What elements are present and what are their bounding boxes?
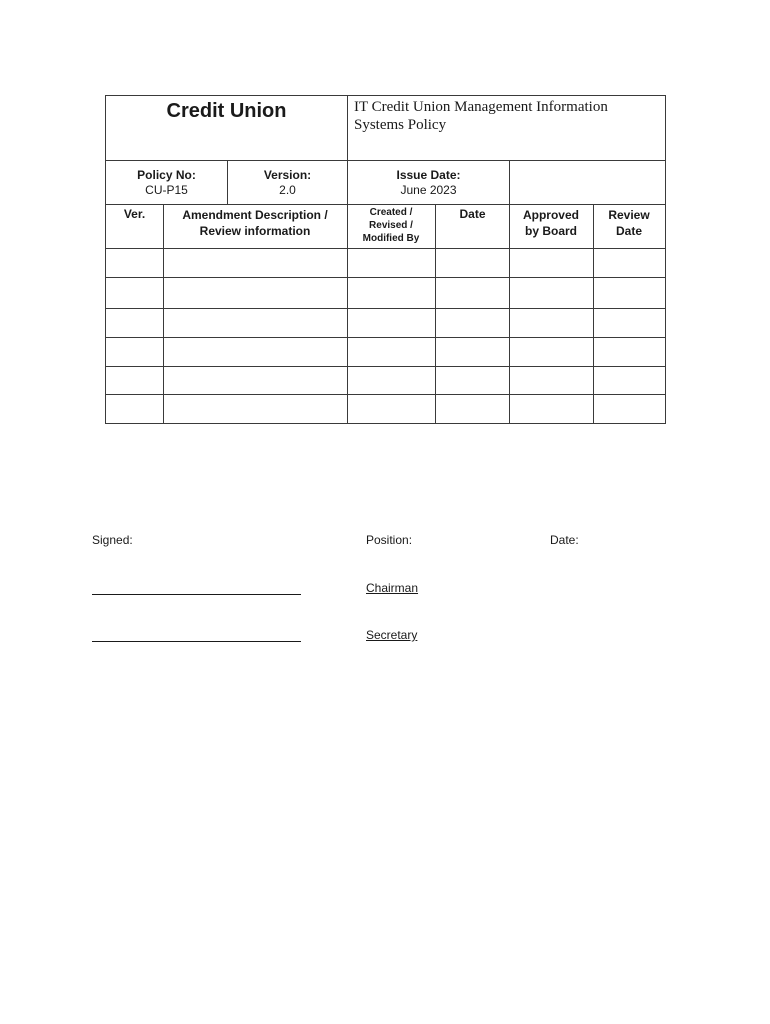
issue-date-cell [348, 161, 509, 204]
policy-no-cell [106, 161, 227, 204]
version-value: 2.0 [279, 182, 296, 197]
table-row [106, 309, 665, 337]
issue-date-value: June 2023 [400, 182, 457, 197]
policy-title: IT Credit Union Management Information Systems Policy [354, 99, 608, 133]
signature-line[interactable] [92, 641, 301, 642]
col-header-review-date: Review Date [608, 208, 650, 238]
col-header-ver: Ver. [123, 207, 146, 221]
table-row [106, 278, 665, 308]
col-header-created-by: Created / Revised / Modified By [362, 207, 420, 244]
version-label: Version: [263, 167, 312, 182]
table-row [106, 395, 665, 423]
col-header-date: Date [459, 207, 486, 221]
table-row [106, 338, 665, 366]
issue-date-label: Issue Date: [396, 167, 461, 182]
position-chairman: Chairman [366, 581, 419, 595]
table-border-bottom [105, 423, 666, 424]
col-header-approved: Approved by Board [522, 208, 579, 238]
table-border-right [665, 95, 666, 423]
policy-no-value: CU-P15 [145, 182, 188, 197]
table-row [106, 249, 665, 277]
version-cell [228, 161, 347, 204]
col-header-amendment: Amendment Description / Review information [182, 208, 328, 238]
org-title: Credit Union [166, 99, 287, 122]
position-label: Position: [366, 533, 413, 547]
position-secretary: Secretary [366, 628, 418, 642]
signature-line[interactable] [92, 594, 301, 595]
signed-label: Signed: [92, 533, 133, 547]
date-label: Date: [550, 533, 579, 547]
table-divider [105, 204, 665, 205]
meta-extra-cell [510, 161, 665, 204]
table-divider [347, 95, 348, 160]
policy-no-label: Policy No: [137, 167, 196, 182]
table-row [106, 367, 665, 394]
